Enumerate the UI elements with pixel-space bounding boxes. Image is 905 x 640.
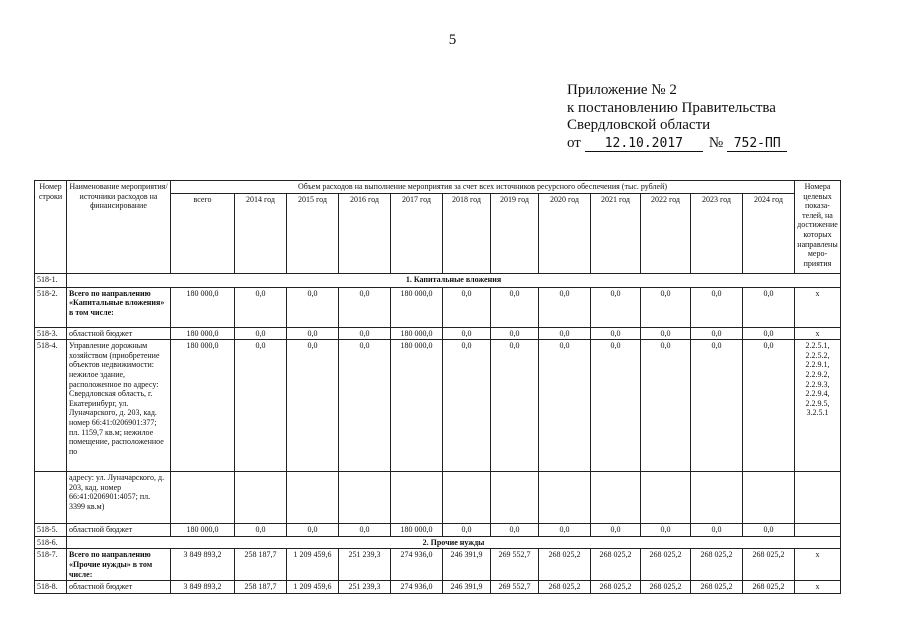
value-cell: 0,0: [691, 524, 743, 537]
value-cell: [287, 472, 339, 524]
value-cell: 269 552,7: [491, 581, 539, 594]
header-col-2017: 2017 год: [391, 193, 443, 273]
value-cell: 268 025,2: [591, 549, 641, 581]
row-name: Управление дорожным хозяйством (приобретение объектов недвижимости: нежилое здание, расположенное по адресу: Свердловская область, г. Екатеринбург, ул. Луначарского, д. 203, кад. номер 66:41:0206901:377; пл. 1159,7 кв.м; нежилое помещение, расположенное по: [67, 340, 171, 472]
header-volume: Объем расходов на выполнение мероприятия за счет всех источников ресурсного обеспечения (тыс. рублей): [171, 181, 795, 194]
value-cell: 0,0: [491, 524, 539, 537]
resolution-number: 752-ПП: [727, 137, 787, 152]
value-cell: [391, 472, 443, 524]
value-cell: 268 025,2: [591, 581, 641, 594]
value-cell: 0,0: [235, 340, 287, 472]
header-col-2015: 2015 год: [287, 193, 339, 273]
appendix-date-line: [567, 135, 787, 153]
row-number: [35, 472, 67, 524]
header-col-2014: 2014 год: [235, 193, 287, 273]
value-cell: 0,0: [287, 340, 339, 472]
value-cell: 0,0: [339, 524, 391, 537]
table-row: [35, 524, 841, 537]
value-cell: 251 239,3: [339, 581, 391, 594]
row-name: областной бюджет: [67, 327, 171, 340]
value-cell: [641, 472, 691, 524]
value-cell: 251 239,3: [339, 549, 391, 581]
expenses-table: [34, 180, 841, 594]
value-cell: 258 187,7: [235, 549, 287, 581]
value-cell: 0,0: [691, 340, 743, 472]
indicator-codes: x: [795, 549, 841, 581]
section-title: 2. Прочие нужды: [67, 536, 841, 549]
header-col-2022: 2022 год: [641, 193, 691, 273]
row-number: 518-2.: [35, 287, 67, 327]
row-number: 518-5.: [35, 524, 67, 537]
value-cell: 180 000,0: [171, 524, 235, 537]
value-cell: 246 391,9: [443, 549, 491, 581]
value-cell: 268 025,2: [691, 581, 743, 594]
appendix-resolution: к постановлению Правительства: [567, 99, 776, 116]
value-cell: 274 936,0: [391, 549, 443, 581]
resolution-date: 12.10.2017: [585, 137, 703, 152]
indicator-codes: x: [795, 581, 841, 594]
row-name: Всего по направлению «Капитальные вложения» в том числе:: [67, 287, 171, 327]
header-col-2020: 2020 год: [539, 193, 591, 273]
value-cell: 0,0: [491, 340, 539, 472]
value-cell: 0,0: [641, 327, 691, 340]
value-cell: [491, 472, 539, 524]
from-label: от: [567, 134, 581, 151]
header-col-2024: 2024 год: [743, 193, 795, 273]
row-number: 518-7.: [35, 549, 67, 581]
value-cell: 268 025,2: [641, 549, 691, 581]
indicator-codes: [795, 472, 841, 524]
value-cell: 0,0: [491, 287, 539, 327]
page-number: 5: [448, 32, 457, 48]
value-cell: 258 187,7: [235, 581, 287, 594]
number-sign: №: [708, 134, 724, 151]
value-cell: 0,0: [443, 340, 491, 472]
value-cell: 0,0: [539, 340, 591, 472]
row-name: Всего по направлению «Прочие нужды» в том числе:: [67, 549, 171, 581]
value-cell: 0,0: [339, 327, 391, 340]
header-indicators: Номера целевых показа-телей, на достижение которых направлены меро-приятия: [795, 181, 841, 274]
row-name: областной бюджет: [67, 524, 171, 537]
row-name: областной бюджет: [67, 581, 171, 594]
value-cell: [691, 472, 743, 524]
indicator-codes: [795, 524, 841, 537]
table-row: [35, 287, 841, 327]
value-cell: 1 209 459,6: [287, 549, 339, 581]
appendix-region: Свердловской области: [567, 117, 711, 133]
value-cell: [171, 472, 235, 524]
value-cell: [743, 472, 795, 524]
header-col-total: всего: [171, 193, 235, 273]
indicator-codes: x: [795, 327, 841, 340]
value-cell: 0,0: [443, 287, 491, 327]
value-cell: 180 000,0: [171, 327, 235, 340]
value-cell: 0,0: [539, 327, 591, 340]
header-col-2016: 2016 год: [339, 193, 391, 273]
value-cell: 0,0: [591, 327, 641, 340]
value-cell: 180 000,0: [171, 287, 235, 327]
header-col-2023: 2023 год: [691, 193, 743, 273]
value-cell: 0,0: [743, 327, 795, 340]
value-cell: 1 209 459,6: [287, 581, 339, 594]
table-row: [35, 581, 841, 594]
header-col-2018: 2018 год: [443, 193, 491, 273]
value-cell: 0,0: [743, 524, 795, 537]
value-cell: 0,0: [743, 340, 795, 472]
value-cell: 180 000,0: [391, 327, 443, 340]
value-cell: [539, 472, 591, 524]
value-cell: 268 025,2: [641, 581, 691, 594]
row-number: 518-8.: [35, 581, 67, 594]
value-cell: 269 552,7: [491, 549, 539, 581]
value-cell: 0,0: [339, 287, 391, 327]
indicator-codes: 2.2.5.1, 2.2.5.2, 2.2.9.1, 2.2.9.2, 2.2.9.3, 2.2.9.4, 2.2.9.5, 3.2.5.1: [795, 340, 841, 472]
row-number: 518-3.: [35, 327, 67, 340]
value-cell: 0,0: [443, 524, 491, 537]
value-cell: 0,0: [591, 524, 641, 537]
value-cell: 0,0: [591, 340, 641, 472]
value-cell: 268 025,2: [539, 581, 591, 594]
table-row: [35, 327, 841, 340]
value-cell: [235, 472, 287, 524]
value-cell: 0,0: [591, 287, 641, 327]
value-cell: 0,0: [235, 287, 287, 327]
table-row: [35, 549, 841, 581]
value-cell: 0,0: [691, 327, 743, 340]
value-cell: 0,0: [743, 287, 795, 327]
value-cell: 180 000,0: [391, 524, 443, 537]
section-row: [35, 273, 841, 287]
value-cell: 268 025,2: [743, 549, 795, 581]
header-row-1: [35, 181, 841, 194]
header-name: Наименование мероприятия/источники расходов на финансирование: [67, 181, 171, 274]
value-cell: 0,0: [287, 287, 339, 327]
header-col-2019: 2019 год: [491, 193, 539, 273]
indicator-codes: x: [795, 287, 841, 327]
row-number: 518-4.: [35, 340, 67, 472]
value-cell: 180 000,0: [171, 340, 235, 472]
value-cell: [591, 472, 641, 524]
value-cell: 274 936,0: [391, 581, 443, 594]
value-cell: 268 025,2: [691, 549, 743, 581]
header-row-no: Номер строки: [35, 181, 67, 274]
appendix-block: [567, 82, 787, 152]
value-cell: [339, 472, 391, 524]
value-cell: 246 391,9: [443, 581, 491, 594]
value-cell: 180 000,0: [391, 287, 443, 327]
value-cell: 0,0: [539, 287, 591, 327]
value-cell: 0,0: [287, 327, 339, 340]
value-cell: 3 849 893,2: [171, 549, 235, 581]
value-cell: 268 025,2: [743, 581, 795, 594]
row-name: адресу: ул. Луначарского, д. 203, кад. номер 66:41:0206901:4057; пл. 3399 кв.м): [67, 472, 171, 524]
value-cell: 0,0: [641, 524, 691, 537]
value-cell: 0,0: [539, 524, 591, 537]
value-cell: [443, 472, 491, 524]
value-cell: 0,0: [641, 287, 691, 327]
value-cell: 0,0: [339, 340, 391, 472]
value-cell: 180 000,0: [391, 340, 443, 472]
value-cell: 0,0: [641, 340, 691, 472]
value-cell: 0,0: [235, 524, 287, 537]
table-row: [35, 472, 841, 524]
section-title: 1. Капитальные вложения: [67, 273, 841, 287]
value-cell: 0,0: [287, 524, 339, 537]
value-cell: 3 849 893,2: [171, 581, 235, 594]
header-col-2021: 2021 год: [591, 193, 641, 273]
row-number: 518-6.: [35, 536, 67, 549]
value-cell: 268 025,2: [539, 549, 591, 581]
row-number: 518-1.: [35, 273, 67, 287]
section-row: [35, 536, 841, 549]
value-cell: 0,0: [691, 287, 743, 327]
value-cell: 0,0: [443, 327, 491, 340]
table-row: [35, 340, 841, 472]
value-cell: 0,0: [235, 327, 287, 340]
value-cell: 0,0: [491, 327, 539, 340]
appendix-title: Приложение № 2: [567, 82, 677, 98]
